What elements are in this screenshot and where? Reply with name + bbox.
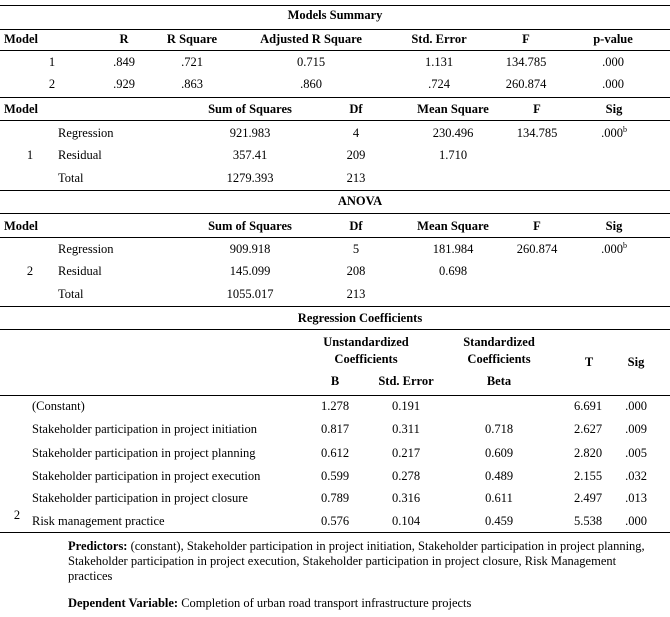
anova2-header-f: F bbox=[533, 219, 541, 233]
anova1-model-number: 1 bbox=[26, 148, 34, 162]
predictors-note bbox=[68, 539, 663, 584]
coef-cell: 2.820 bbox=[573, 446, 603, 460]
coef-cell: .005 bbox=[625, 446, 647, 460]
coef-cell: 0.817 bbox=[320, 422, 350, 436]
coef-header-unstd-1: Unstandardized bbox=[323, 335, 409, 349]
coef-cell: .032 bbox=[625, 469, 647, 483]
anova1-header-sig: Sig bbox=[605, 102, 623, 116]
coef-cell-label: Stakeholder participation in project closure bbox=[32, 491, 248, 505]
ms-header-std-error: Std. Error bbox=[411, 32, 467, 46]
ms-cell: 260.874 bbox=[505, 77, 547, 91]
anova2-cell: 145.099 bbox=[229, 264, 271, 278]
coef-cell: 0.489 bbox=[484, 469, 514, 483]
ms-cell: .929 bbox=[113, 77, 135, 91]
coef-cell-label: Stakeholder participation in project planning bbox=[32, 446, 256, 460]
anova2-header-ss: Sum of Squares bbox=[208, 219, 292, 233]
coef-cell: .000 bbox=[625, 399, 647, 413]
anova2-cell: 909.918 bbox=[229, 242, 271, 256]
coef-cell-label: Stakeholder participation in project initiation bbox=[32, 422, 257, 436]
ms-cell: .860 bbox=[300, 77, 322, 91]
coef-cell: 0.191 bbox=[391, 399, 421, 413]
coef-cell: 0.609 bbox=[484, 446, 514, 460]
anova-title: ANOVA bbox=[337, 194, 383, 208]
anova1-header-model: Model bbox=[4, 102, 39, 116]
coef-cell: 0.789 bbox=[320, 491, 350, 505]
coef-cell: .013 bbox=[625, 491, 647, 505]
coef-cell: 0.217 bbox=[391, 446, 421, 460]
anova1-header-ms: Mean Square bbox=[417, 102, 489, 116]
coef-model-number: 2 bbox=[13, 508, 21, 522]
coef-cell-label: Stakeholder participation in project execution bbox=[32, 469, 261, 483]
ms-header-f: F bbox=[522, 32, 530, 46]
coef-header-b: B bbox=[330, 374, 340, 388]
coef-cell: 1.278 bbox=[320, 399, 350, 413]
ms-cell: .721 bbox=[181, 55, 203, 69]
anova2-cell: Regression bbox=[58, 242, 114, 256]
anova2-cell: 0.698 bbox=[438, 264, 468, 278]
coef-header-t: T bbox=[584, 355, 594, 369]
anova1-cell: 921.983 bbox=[229, 126, 271, 140]
ms-cell: .000 bbox=[602, 55, 624, 69]
anova1-sig-value: .000 bbox=[601, 126, 623, 140]
anova2-cell: Residual bbox=[58, 264, 102, 278]
anova1-cell: 1.710 bbox=[438, 148, 468, 162]
coef-cell: 0.612 bbox=[320, 446, 350, 460]
ms-cell: 0.715 bbox=[296, 55, 326, 69]
anova2-sig-value: .000 bbox=[601, 242, 623, 256]
anova2-cell: 213 bbox=[346, 287, 366, 301]
coef-header-std-error: Std. Error bbox=[378, 374, 434, 388]
coef-header-std-1: Standardized bbox=[463, 335, 535, 349]
anova2-header-df: Df bbox=[349, 219, 363, 233]
coef-cell: 2.627 bbox=[573, 422, 603, 436]
coef-cell: .009 bbox=[625, 422, 647, 436]
coef-header-std-2: Coefficients bbox=[467, 352, 531, 366]
anova1-cell: 1279.393 bbox=[226, 171, 274, 185]
anova2-cell-sig bbox=[601, 242, 627, 257]
coef-cell: 0.718 bbox=[484, 422, 514, 436]
coef-cell: 0.278 bbox=[391, 469, 421, 483]
coef-cell: .000 bbox=[625, 514, 647, 528]
coef-cell: 2.155 bbox=[573, 469, 603, 483]
dependent-label: Dependent Variable: bbox=[68, 596, 179, 610]
anova2-cell: 208 bbox=[346, 264, 366, 278]
anova1-header-df: Df bbox=[349, 102, 363, 116]
anova2-model-number: 2 bbox=[26, 264, 34, 278]
anova2-header-ms: Mean Square bbox=[417, 219, 489, 233]
anova1-cell: Residual bbox=[58, 148, 102, 162]
anova1-cell: Regression bbox=[58, 126, 114, 140]
anova2-sig-superscript: b bbox=[622, 240, 627, 250]
ms-cell: .849 bbox=[113, 55, 135, 69]
coef-cell: 0.459 bbox=[484, 514, 514, 528]
ms-header-rsquare: R Square bbox=[166, 32, 218, 46]
coef-cell: 0.599 bbox=[320, 469, 350, 483]
coef-header-sig: Sig bbox=[627, 355, 645, 369]
ms-cell: 1.131 bbox=[424, 55, 454, 69]
coef-cell: 0.316 bbox=[391, 491, 421, 505]
coef-cell-label: Risk management practice bbox=[32, 514, 165, 528]
coef-cell: 0.104 bbox=[391, 514, 421, 528]
anova1-cell-sig bbox=[601, 126, 627, 141]
coef-cell: 5.538 bbox=[573, 514, 603, 528]
ms-header-r: R bbox=[119, 32, 129, 46]
anova2-header-model: Model bbox=[4, 219, 39, 233]
coef-cell: 6.691 bbox=[573, 399, 603, 413]
ms-cell: .724 bbox=[428, 77, 450, 91]
ms-cell: .000 bbox=[602, 77, 624, 91]
anova1-cell: 209 bbox=[346, 148, 366, 162]
coef-cell: 0.576 bbox=[320, 514, 350, 528]
coef-cell: 0.311 bbox=[392, 422, 420, 436]
anova2-cell: 260.874 bbox=[516, 242, 558, 256]
coef-cell: 2.497 bbox=[573, 491, 603, 505]
anova1-header-f: F bbox=[533, 102, 541, 116]
dependent-text: Completion of urban road transport infrastructure projects bbox=[178, 596, 472, 610]
anova1-cell: 134.785 bbox=[516, 126, 558, 140]
ms-cell: .863 bbox=[181, 77, 203, 91]
predictors-label: Predictors: bbox=[68, 539, 128, 553]
anova1-cell: 357.41 bbox=[232, 148, 268, 162]
anova2-cell: 181.984 bbox=[432, 242, 474, 256]
anova1-cell: 4 bbox=[352, 126, 360, 140]
anova1-cell: 213 bbox=[346, 171, 366, 185]
coef-header-beta: Beta bbox=[486, 374, 512, 388]
predictors-text: (constant), Stakeholder participation in project initiation, Stakeholder participation in project planning, Stakeholder participation in project execution, Stakeholder participation in project closure, Risk Management practices bbox=[68, 539, 645, 583]
ms-cell: 134.785 bbox=[505, 55, 547, 69]
dependent-variable-note bbox=[68, 596, 663, 611]
anova2-cell: 5 bbox=[352, 242, 360, 256]
anova1-sig-superscript: b bbox=[622, 124, 627, 134]
ms-cell: 1 bbox=[48, 55, 56, 69]
ms-header-adj-rsquare: Adjusted R Square bbox=[260, 32, 362, 46]
ms-header-pvalue: p-value bbox=[593, 32, 633, 46]
coef-cell: 0.611 bbox=[485, 491, 513, 505]
coefficients-title: Regression Coefficients bbox=[297, 311, 423, 325]
anova2-header-sig: Sig bbox=[605, 219, 623, 233]
anova1-header-ss: Sum of Squares bbox=[208, 102, 292, 116]
ms-cell: 2 bbox=[48, 77, 56, 91]
anova2-cell: Total bbox=[58, 287, 84, 301]
coef-header-unstd-2: Coefficients bbox=[334, 352, 398, 366]
anova1-cell: 230.496 bbox=[432, 126, 474, 140]
anova1-cell: Total bbox=[58, 171, 84, 185]
ms-header-model: Model bbox=[4, 32, 39, 46]
models-summary-title: Models Summary bbox=[287, 8, 383, 22]
anova2-cell: 1055.017 bbox=[226, 287, 274, 301]
coef-cell-label: (Constant) bbox=[32, 399, 85, 413]
